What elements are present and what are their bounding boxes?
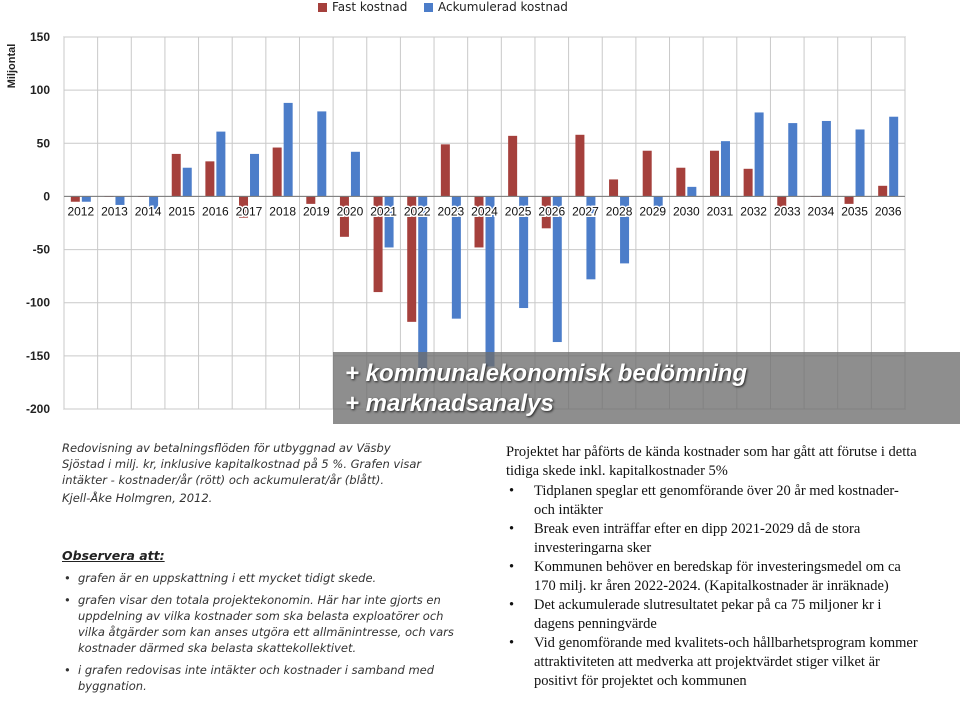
caption-line: Redovisning av betalningsflöden för utbyggnad av Väsby	[62, 441, 391, 455]
bar-ackumulerad-kostnad	[317, 111, 326, 196]
bar-fast-kostnad	[306, 196, 315, 203]
x-tick-label: 2020	[336, 204, 364, 219]
summary-list	[506, 482, 922, 691]
x-tick-label: 2013	[101, 204, 128, 219]
x-tick-label: 2019	[302, 204, 330, 219]
y-tick-label: -200	[25, 402, 50, 416]
summary-item: • Vid genomförande med kvalitets-och hållbarhetsprogram kommer attraktiviteten att medverka att projektvärdet stiger vilket är positivt för projektet och kommunen	[506, 634, 922, 691]
y-tick-label: -150	[25, 348, 50, 363]
bar-fast-kostnad	[508, 136, 517, 197]
observe-item: • i grafen redovisas inte intäkter och kostnader i samband med byggnation.	[62, 662, 462, 694]
caption-line: Sjöstad i milj. kr, inklusive kapitalkostnad på 5 %. Grafen visar	[62, 457, 422, 471]
x-tick-label: 2024	[471, 204, 498, 219]
bar-ackumulerad-kostnad	[822, 121, 831, 196]
x-tick-label: 2017	[235, 204, 263, 219]
x-tick-label: 2023	[437, 204, 465, 219]
y-tick-label: 50	[36, 136, 50, 151]
bar-ackumulerad-kostnad	[216, 132, 225, 197]
x-tick-label: 2012	[67, 204, 95, 219]
x-tick-label: 2021	[370, 204, 397, 219]
x-tick-label: 2016	[202, 204, 229, 219]
bar-fast-kostnad	[643, 151, 652, 197]
bar-fast-kostnad	[575, 135, 584, 197]
x-tick-label: 2028	[605, 204, 633, 219]
x-tick-label: 2018	[269, 204, 297, 219]
bar-ackumulerad-kostnad	[284, 103, 293, 197]
bar-ackumulerad-kostnad	[351, 152, 360, 197]
observe-list	[62, 570, 462, 694]
y-tick-label: 150	[29, 30, 50, 44]
bar-ackumulerad-kostnad	[889, 117, 898, 197]
bar-ackumulerad-kostnad	[721, 141, 730, 196]
bar-ackumulerad-kostnad	[250, 154, 259, 197]
summary-intro: Projektet har påförts de kända kostnader som har gått att förutse i detta tidiga skede inkl. kapitalkostnader 5%	[506, 444, 917, 479]
bar-fast-kostnad	[273, 148, 282, 197]
x-tick-label: 2031	[706, 204, 734, 219]
bar-ackumulerad-kostnad	[486, 196, 495, 366]
x-tick-label: 2029	[639, 204, 667, 219]
summary-item: • Break even inträffar efter en dipp 2021-2029 då de stora investeringarna sker	[506, 520, 922, 558]
x-tick-label: 2030	[672, 204, 700, 219]
bar-ackumulerad-kostnad	[82, 196, 91, 201]
bar-fast-kostnad	[676, 168, 685, 197]
x-tick-label: 2015	[168, 204, 196, 219]
summary-item: • Kommunen behöver en beredskap för investeringsmedel om ca 170 milj. kr åren 2022-2024. (Kapitalkostnader är inräknade)	[506, 558, 922, 596]
y-tick-label: 0	[43, 189, 50, 204]
summary-item: • Tidplanen speglar ett genomförande över 20 år med kostnader- och intäkter	[506, 482, 922, 520]
overlay-banner	[333, 352, 960, 424]
bar-ackumulerad-kostnad	[755, 112, 764, 196]
overlay-line-2: + marknadsanalys	[345, 390, 554, 417]
bar-fast-kostnad	[878, 186, 887, 197]
bar-fast-kostnad	[845, 196, 854, 203]
legend-label-fast: Fast kostnad	[332, 0, 408, 14]
x-tick-label: 2025	[504, 204, 532, 219]
bar-ackumulerad-kostnad	[183, 168, 192, 197]
bar-fast-kostnad	[744, 169, 753, 197]
caption-author: Kjell-Åke Holmgren, 2012.	[62, 491, 213, 505]
x-tick-label: 2027	[572, 204, 599, 219]
chart-caption-panel	[62, 440, 462, 700]
summary-panel	[506, 443, 922, 691]
bar-fast-kostnad	[441, 144, 450, 196]
y-axis-label: Miljontal	[6, 43, 18, 89]
bar-fast-kostnad	[609, 179, 618, 196]
observe-heading: Observera att:	[62, 548, 165, 563]
x-tick-label: 2035	[841, 204, 868, 219]
bar-fast-kostnad	[710, 151, 719, 197]
bar-ackumulerad-kostnad	[788, 123, 797, 196]
x-tick-label: 2034	[807, 204, 835, 219]
x-tick-label: 2033	[773, 204, 801, 219]
x-tick-label: 2026	[538, 204, 566, 219]
caption-line: intäkter - kostnader/år (rött) och ackumulerat/år (blått).	[62, 473, 384, 487]
y-tick-label: 100	[29, 83, 50, 98]
overlay-line-1: + kommunalekonomisk bedömning	[345, 360, 748, 387]
chart-caption	[62, 440, 462, 506]
y-tick-label: -100	[25, 295, 50, 310]
bar-fast-kostnad	[172, 154, 181, 197]
bar-fast-kostnad	[205, 161, 214, 196]
x-tick-label: 2032	[740, 204, 767, 219]
x-tick-label: 2022	[403, 204, 431, 219]
y-tick-label: -50	[32, 242, 50, 257]
legend-label-ackumulerad: Ackumulerad kostnad	[438, 0, 568, 14]
bar-ackumulerad-kostnad	[856, 129, 865, 196]
observe-item: • grafen är en uppskattning i ett mycket tidigt skede.	[62, 570, 462, 586]
bar-fast-kostnad	[71, 196, 80, 201]
bar-ackumulerad-kostnad	[687, 187, 696, 197]
summary-item: • Det ackumulerade slutresultatet pekar på ca 75 miljoner kr i dagens penningvärde	[506, 596, 922, 634]
observe-item: • grafen visar den totala projektekonomin. Här har inte gjorts en uppdelning av vilka kostnader som ska belasta exploatörer och vilka åtgärder som kan anses utgöra ett allmänintresse, och vars kostnader därmed ska belasta skattekollektivet.	[62, 592, 462, 656]
x-tick-label: 2014	[134, 204, 162, 219]
bar-ackumulerad-kostnad	[418, 196, 427, 371]
x-tick-label: 2036	[874, 204, 902, 219]
